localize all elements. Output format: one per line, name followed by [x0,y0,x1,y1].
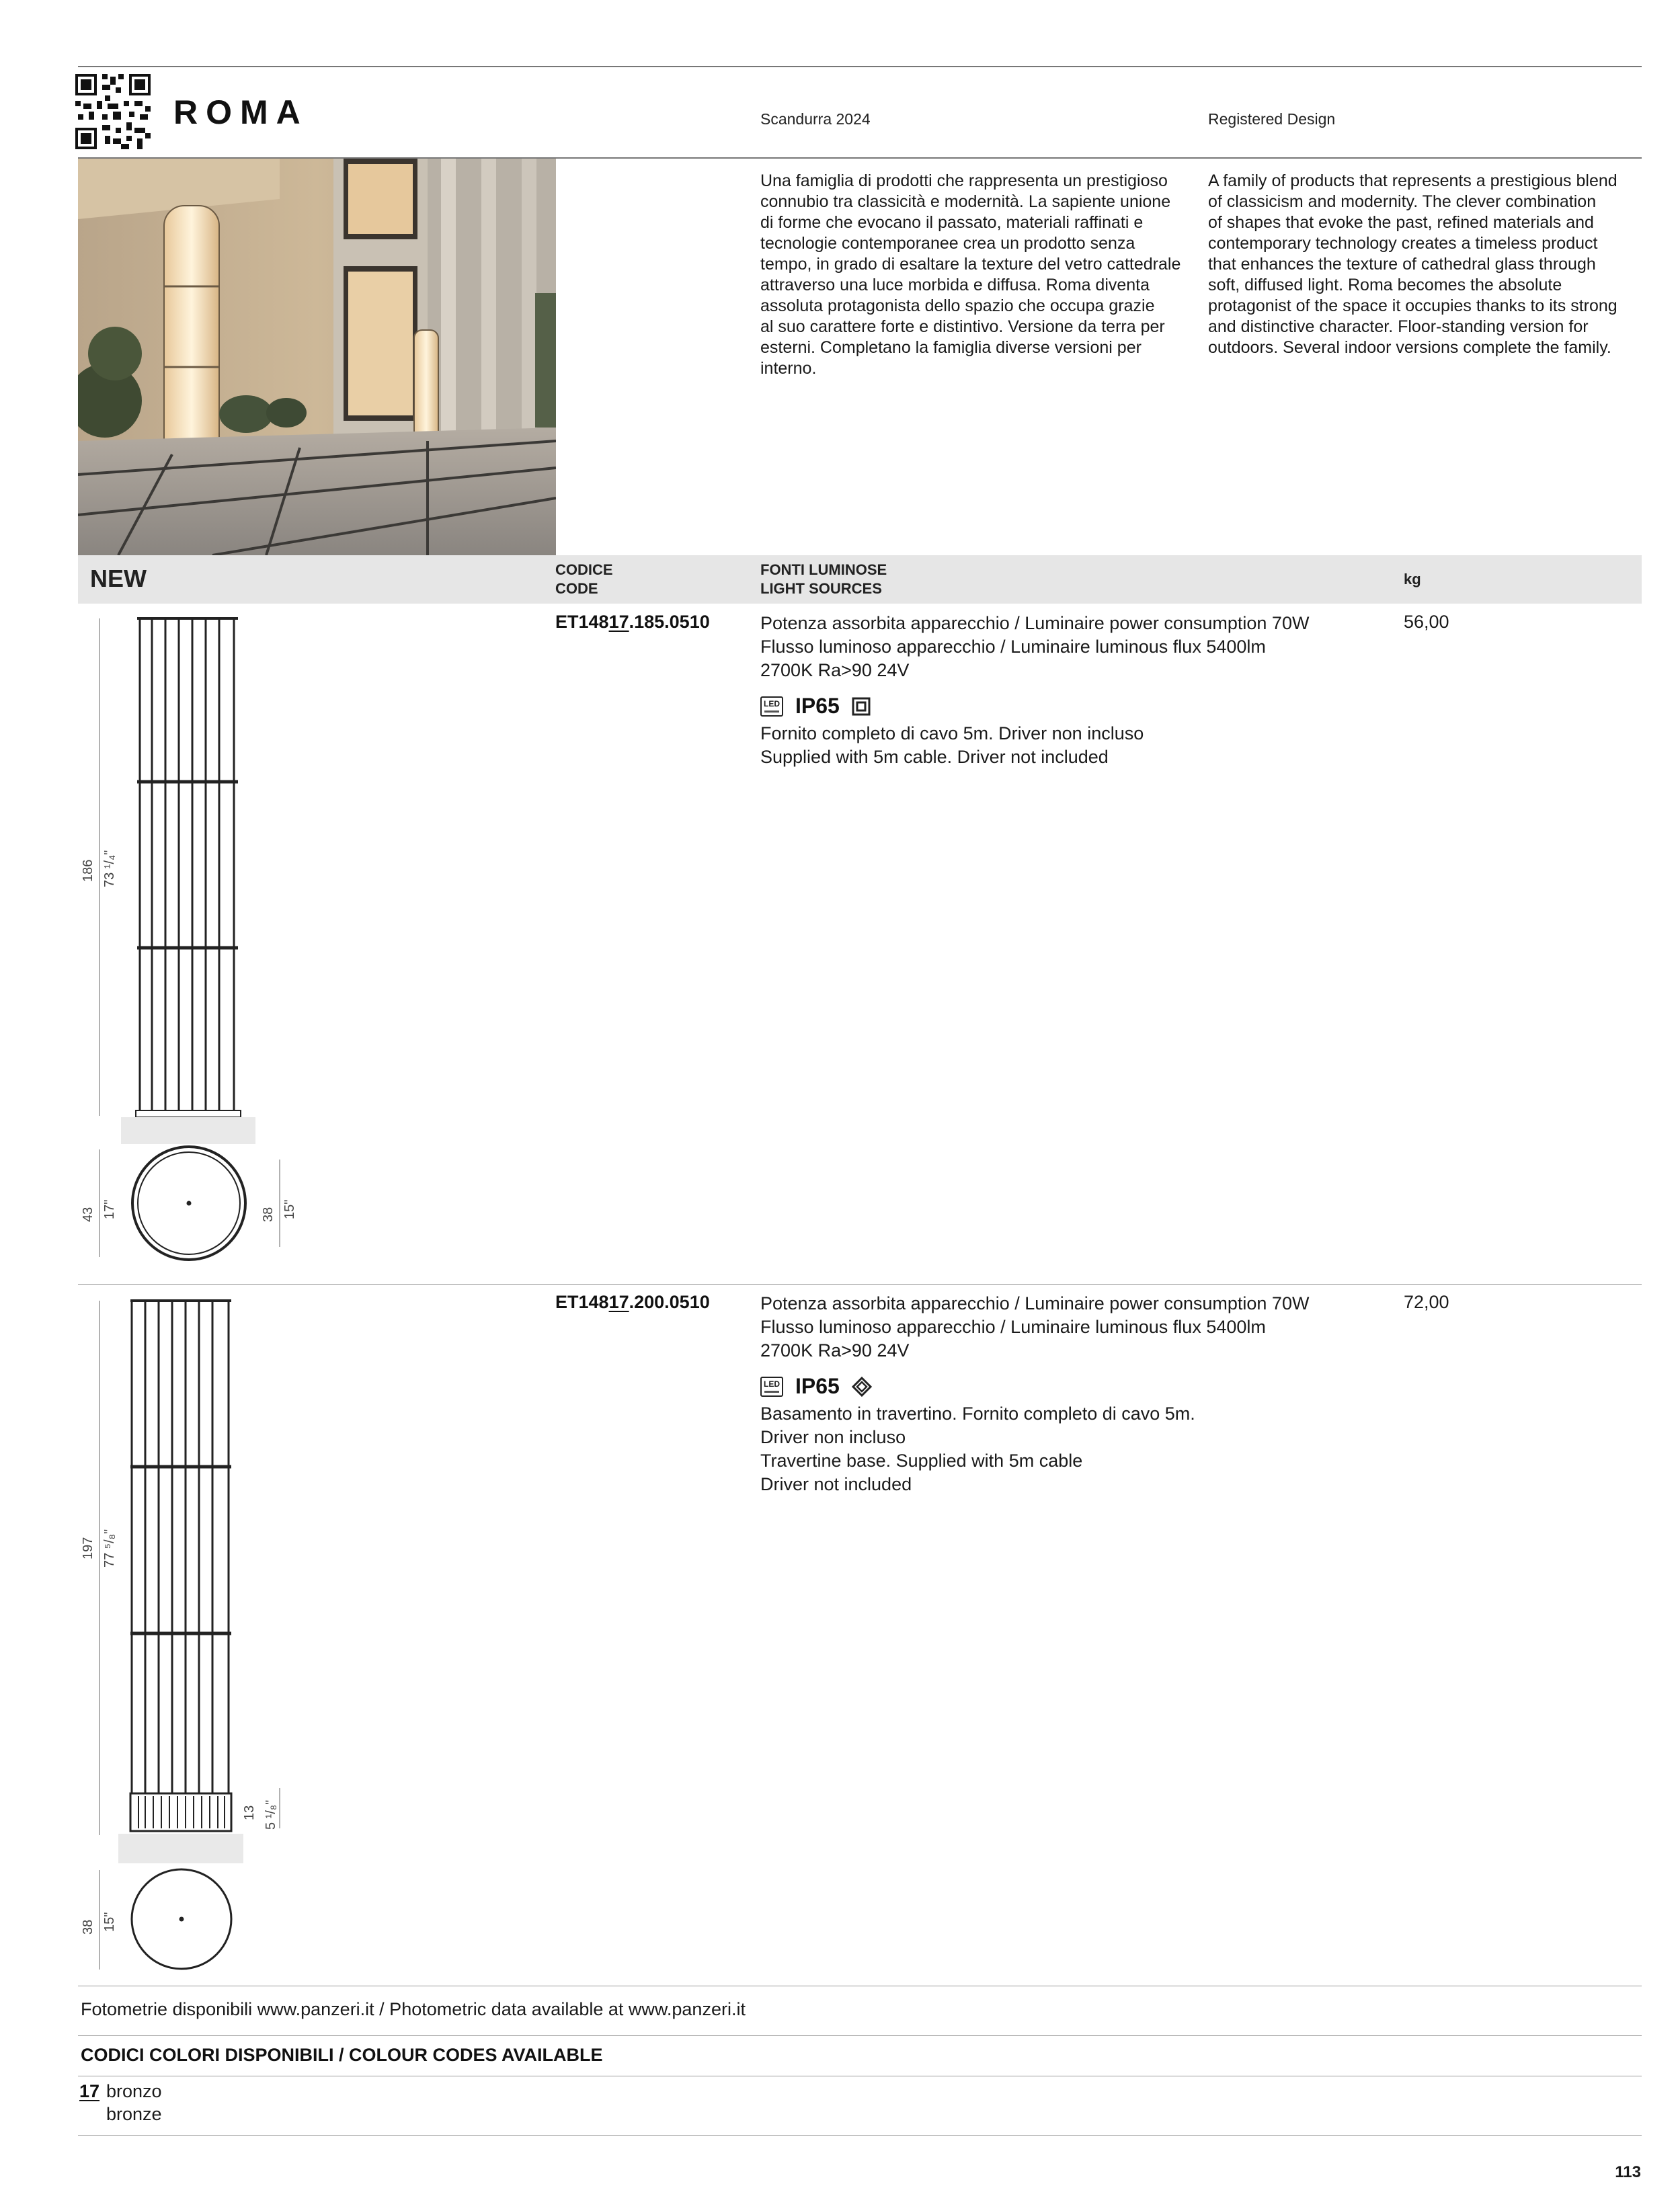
designer-label: Scandurra 2024 [760,110,871,128]
code-color: 17 [608,1292,629,1312]
ip-rating: IP65 [795,1374,840,1398]
dim-base-cm: 38 [261,1207,276,1222]
dim-height-cm: 197 [81,1537,95,1559]
dim-height-cm: 186 [81,859,95,882]
photometric-note: Fotometrie disponibili www.panzeri.it / Photometric data available at www.panzeri.it [81,1999,746,2019]
top-rule [78,66,1642,67]
class-ii-insulation-icon [852,1377,872,1397]
column-header-light-sources: FONTI LUMINOSE LIGHT SOURCES [760,561,887,597]
led-icon: LED [760,696,783,717]
code-color: 17 [608,612,629,632]
ip-rating: IP65 [795,694,840,718]
product-specs: Potenza assorbita apparecchio / Luminaire power consumption 70W Flusso luminoso apparecchio / Luminaire luminous flux 5400lm 2700K Ra>90 24V [760,1293,1310,1361]
product-specs: Potenza assorbita apparecchio / Luminaire power consumption 70W Flusso luminoso apparecchio / Luminaire luminous flux 5400lm 2700K Ra>90 24V [760,613,1310,680]
led-icon: LED [760,1377,783,1397]
product-drawing-front [78,1291,320,1983]
brand-title: ROMA [173,93,309,131]
dim-diameter-cm: 43 [81,1207,95,1222]
code-prefix: ET148 [555,612,609,632]
code-prefix: ET148 [555,1292,609,1312]
dim-diameter-in: 15" [102,1912,117,1932]
colour-name-it: bronzo [106,2081,162,2101]
footer-divider [78,2135,1642,2136]
dim-base-in: 15" [282,1199,297,1219]
product-code [555,612,710,633]
page-number: 113 [1615,2163,1641,2181]
dim-height-in: 77 ⁵/₈" [102,1529,117,1568]
qr-code-icon[interactable] [75,74,151,149]
product-code [555,1292,710,1313]
colour-name-en: bronze [106,2104,162,2124]
code-suffix: .185.0510 [629,612,710,632]
column-header-kg: kg [1404,571,1421,587]
product-drawing-front [78,612,320,1270]
dim-base-height-in: 5 ¹/₈" [264,1799,278,1830]
dim-height-in: 73 ¹/₄" [102,850,117,887]
dim-diameter-in: 17" [102,1199,117,1219]
colour-code: 17 [79,2081,100,2101]
description-italian: Una famiglia di prodotti che rappresenta un prestigioso connubio tra classicità e modernità. La sapiente unione di forme che evocano il passato, materiali raffinati e tecnologie contemporanee crea un prodotto senza tempo, in grado di esaltare la texture del vetro cattedrale attraverso una luce morbida e diffusa. Roma diventa assoluta protagonista dello spazio che occupa grazie al suo carattere forte e distintivo. Versione da terra per esterni. Completano la famiglia diverse versioni per interno. [760,171,1181,378]
product-divider [78,1284,1642,1285]
dim-base-height-cm: 13 [242,1805,257,1820]
product-photo [78,159,556,555]
product-notes: Fornito completo di cavo 5m. Driver non incluso Supplied with 5m cable. Driver not included [760,723,1144,767]
design-note: Registered Design [1208,110,1336,128]
product-weight: 56,00 [1404,612,1449,632]
description-english: A family of products that represents a prestigious blend of classicism and modernity. The clever combination of shapes that evoke the past, refined materials and contemporary technology creates a timeless product that enhances the texture of cathedral glass through soft, diffused light. Roma becomes the absolute protagonist of the space it occupies thanks to its strong and distinctive character. Floor-standing version for outdoors. Several indoor versions complete the family. [1208,171,1617,357]
product-weight: 72,00 [1404,1292,1449,1312]
new-badge: NEW [90,565,147,592]
product-notes: Basamento in travertino. Fornito completo di cavo 5m. Driver non incluso Travertine base. Supplied with 5m cable Driver not included [760,1404,1195,1494]
colour-codes-heading: CODICI COLORI DISPONIBILI / COLOUR CODES AVAILABLE [81,2045,603,2065]
class-ii-insulation-icon [852,697,871,716]
footer-divider [78,2035,1642,2036]
code-suffix: .200.0510 [629,1292,710,1312]
certification-row [760,1374,872,1399]
certification-row [760,694,871,719]
column-header-code: CODICE CODE [555,561,613,597]
dim-diameter-cm: 38 [81,1919,95,1935]
